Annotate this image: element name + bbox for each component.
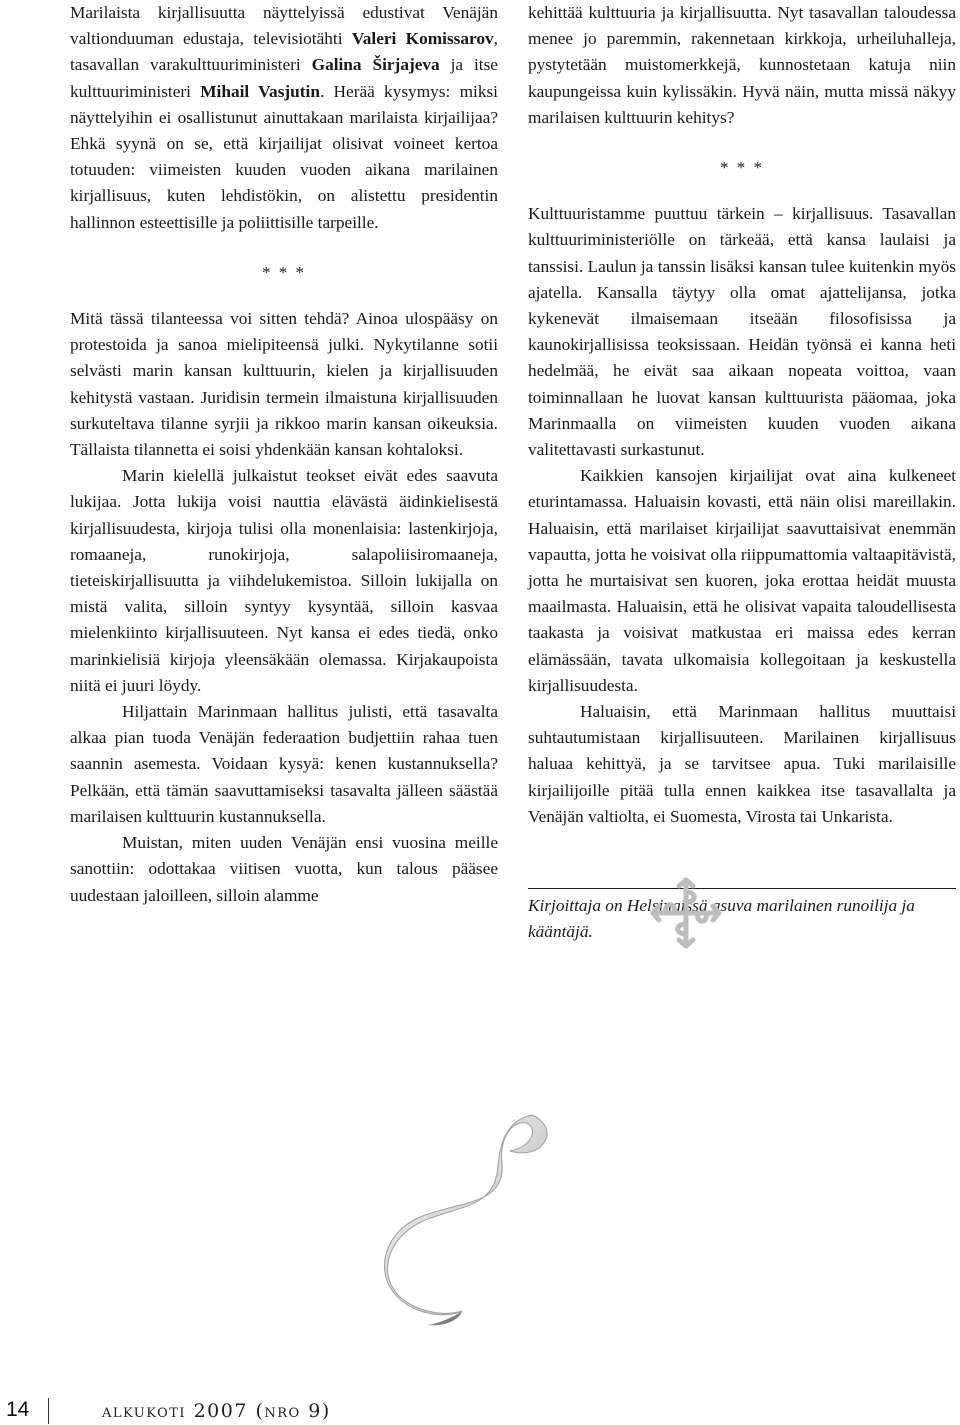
page-number: 14 (6, 1398, 30, 1421)
person-name: Valeri Komissarov (351, 29, 494, 49)
author-byline: Kirjoittaja on Helsingissä asuva marilainen runoilija ja kääntäjä. (528, 896, 915, 942)
paragraph: Kaikkien kansojen kirjailijat ovat aina kulkeneet eturintamassa. Haluaisin kovasti, että näin olisi mareillakin. Haluaisin, että marilaiset kirjailijat saavuttaisivat enemmän vapautta, jotta he voisivat olla riippumattomia valtaapitävistä, jotta he murtaisivat sen kuoren, joka erottaa heidät muusta maailmasta. Haluaisin, että he olisivat vapaita taloudellisesta taakasta ja voisivat matkustaa eri maissa edes kerran elämässään, tavata ulkomaisia kollegoitaan ja keskustella kirjallisuudesta. (528, 466, 956, 695)
paragraph: Marin kielellä julkaistut teokset eivät edes saavuta lukijaa. Jotta lukija voisi nauttia elävästä äidinkielisestä kirjallisuudesta, kirjoja tulisi olla monenlaisia: lastenkirjoja, romaaneja, runokirjoja, salapoliisiromaaneja, tieteiskirjallisuutta ja viihdelukemistoa. Silloin lukijalla on mistä valita, silloin syntyy kysyntää, silloin kasvaa mielenkiinto kirjallisuuteen. Nyt kansa ei edes tiedä, onko marinkielisiä kirjoja yleensäkään olemassa. Kirjakaupoista niitä ei juuri löydy. (70, 466, 498, 695)
byline-divider (528, 888, 956, 889)
left-column (70, 0, 498, 909)
footer-divider (48, 1398, 49, 1424)
paragraph: Muistan, miten uuden Venäjän ensi vuosina meille sanottiin: odottakaa viitisen vuotta, kun talous pääsee uudestaan jaloilleen, silloin alamme (70, 833, 498, 905)
section-separator: * * * (262, 262, 306, 282)
page-footer (0, 1398, 960, 1425)
paragraph: Kulttuuristamme puuttuu tärkein – kirjallisuus. Tasavallan kulttuuriministeriölle on tärkeää, että kansa laulaisi ja tanssisi. Laulun ja tanssin lisäksi kansan tulee kuitenkin myös ajatella. Kansalla täytyy olla omat ajattelijansa, jotka kykenevät ilmaisemaan itseään filosofisissa ja kaunokirjallisissa teoksissaan. Heidän työnsä ei kanna heti hedelmää, he eivät saa aikaan nopeata voittoa, vaan toiminnallaan he luovat kansan kulttuurista pääomaa, joka Marinmaalla on viimeisten kuuden vuoden aikana valitettavasti surkastunut. (528, 204, 956, 460)
paragraph: Mitä tässä tilanteessa voi sitten tehdä? Ainoa ulospääsy on protestoida ja sanoa mielipiteensä julki. Nykytilanne sotii selvästi marin kansan kulttuurin, kielen ja kirjallisuuden kehitystä vastaan. Juridisin termein ilmaistuna kirjallisuuden surkuteltava tilanne syrjii ja rikkoo marin kansan oikeuksia. Tällaista tilannetta ei soisi yhdenkään kansan kohtaloksi. (70, 309, 498, 460)
publication-title: alkukoti 2007 (nro 9) (102, 1400, 331, 1422)
section-separator: * * * (720, 158, 764, 178)
mari-cross-icon (645, 872, 727, 954)
person-name: Galina Širjajeva (311, 55, 440, 75)
paragraph: kehittää kulttuuria ja kirjallisuutta. Nyt tasavallan taloudessa menee jo paremmin, rakennetaan kirkkoja, urheiluhalleja, pystytetään muistomerkkejä, kunnostetaan katuja niin kaupungeissa kuin kylissäkin. Hyvä näin, mutta missä näkyy marilaisen kulttuurin kehitys? (528, 3, 956, 127)
paragraph: Haluaisin, että Marinmaan hallitus muuttaisi suhtautumistaan kirjallisuuteen. Marilainen kirjallisuus haluaa kehittyä, ja se tarvitsee apua. Tuki marilaisille kirjailijoille pitää tulla ennen kaikkea itse tasavallalta ja Venäjän valtiolta, ei Suomesta, Virosta tai Unkarista. (528, 702, 956, 826)
ribbon-image (310, 1105, 600, 1335)
paragraph: Marilaista kirjallisuutta näyttelyissä edustivat Venäjän valtionduuman edustaja, televisiotähti Valeri Komissarov, tasavallan varakulttuuriministeri Galina Širjajeva ja itse kulttuuriministeri Mihail Vasjutin. Herää kysymys: miksi näyttelyihin ei osallistunut ainuttakaan marilaista kirjailijaa? Ehkä syynä on se, että kirjailijat olisivat voineet kertoa totuuden: viimeisten kuuden vuoden aikana marilainen kirjallisuus, kuten lehdistökin, on alistettu presidentin hallinnon esteettisille ja poliittisille tarpeille. (70, 3, 498, 232)
person-name: Mihail Vasjutin (200, 81, 320, 101)
right-column (528, 0, 956, 945)
paragraph: Hiljattain Marinmaan hallitus julisti, että tasavalta alkaa pian tuoda Venäjän federaation budjettiin rahaa tuen saannin asemesta. Voidaan kysyä: kenen kustannuksella? Pelkään, että tämän saavuttamiseksi tasavalta jälleen säästää marilaisen kulttuurin kustannuksella. (70, 702, 498, 826)
